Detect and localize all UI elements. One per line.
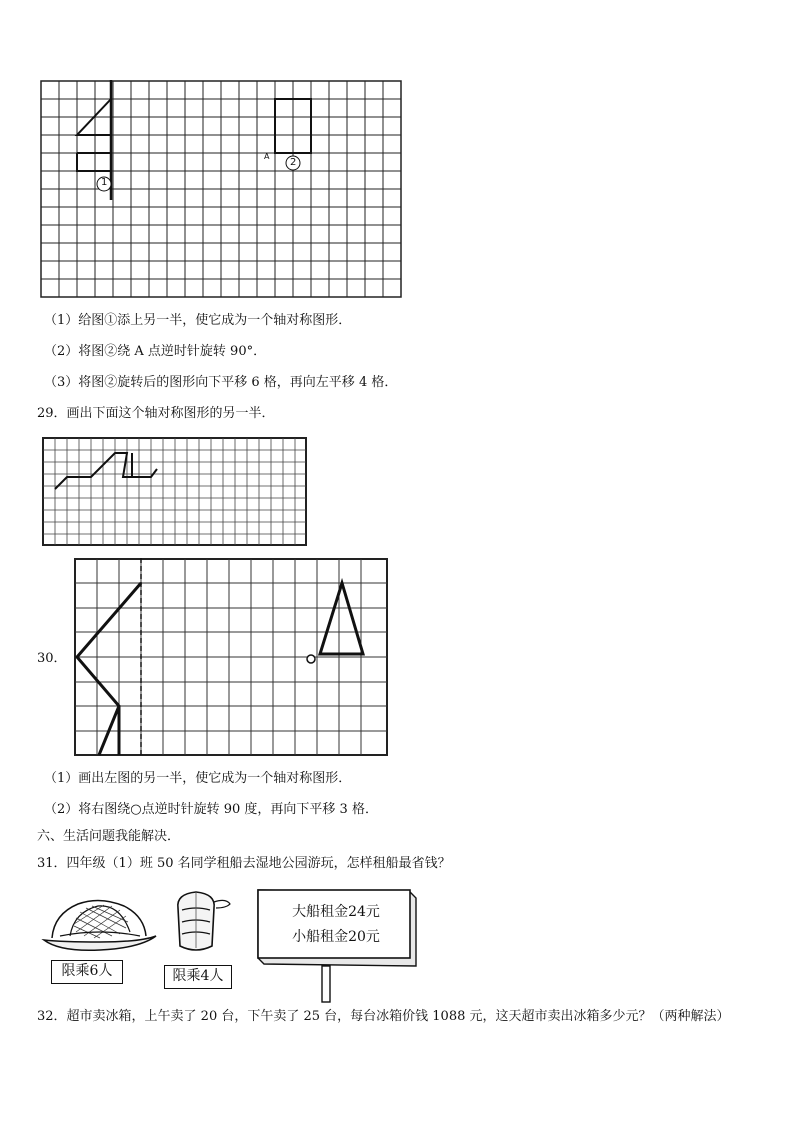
label-figure-2-num: 2 (290, 157, 297, 168)
q30-item1: （1）画出左图的另一半，使它成为一个轴对称图形． (44, 771, 352, 786)
q28-item1: （1）给图①添上另一半，使它成为一个轴对称图形． (44, 313, 352, 328)
point-a-label: A (264, 152, 270, 161)
q30-item2: （2）将右图绕○点逆时针旋转 90 度，再向下平移 3 格． (44, 802, 378, 817)
big-boat-capacity-tag: 限乘6人 (51, 960, 123, 984)
q30-left-half (77, 583, 141, 755)
q28-item3: （3）将图②旋转后的图形向下平移 6 格，再向左平移 4 格． (44, 375, 398, 390)
big-boat-illustration (40, 892, 160, 954)
q29-half-figure (55, 453, 157, 489)
grid-q29 (42, 437, 308, 547)
rotation-center-o (307, 655, 315, 663)
q29-text: 29．画出下面这个轴对称图形的另一半． (37, 406, 275, 421)
grid-q30 (74, 558, 390, 758)
figure-1-half (77, 99, 111, 171)
grid-q28 (40, 80, 404, 300)
small-boat-capacity-tag: 限乘4人 (164, 965, 232, 989)
q30-triangle (320, 583, 363, 654)
q31-text: 31．四年级（1）班 50 名同学租船去湿地公园游玩，怎样租船最省钱？ (37, 856, 451, 871)
section6-heading: 六、生活问题我能解决． (37, 829, 181, 844)
grid-q28-lines (41, 81, 401, 297)
small-boat-price: 小船租金20元 (292, 929, 380, 945)
small-boat-illustration (168, 888, 234, 956)
q32-text: 32．超市卖冰箱，上午卖了 20 台，下午卖了 25 台，每台冰箱价钱 1088 元，这天超市卖出冰箱多少元？（两种解法） (37, 1009, 730, 1024)
q28-item2: （2）将图②绕 A 点逆时针旋转 90°． (44, 344, 267, 359)
label-figure-1-num: 1 (101, 177, 108, 188)
q30-number: 30． (37, 651, 67, 666)
big-boat-price: 大船租金24元 (292, 904, 380, 920)
